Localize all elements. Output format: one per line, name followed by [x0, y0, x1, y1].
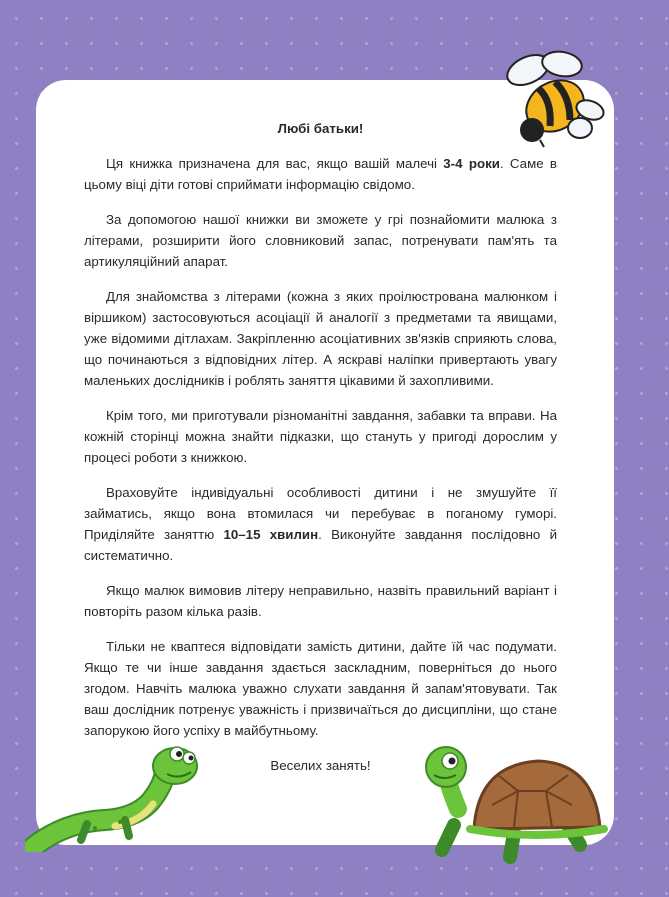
closing-line: Веселих занять! [270, 758, 371, 773]
age-highlight: 3-4 роки [443, 156, 500, 171]
letter-content [84, 118, 557, 790]
lizard-icon [25, 742, 205, 852]
turtle-icon [418, 745, 618, 865]
letter-title: Любі батьки! [277, 121, 364, 136]
bee-icon [500, 48, 610, 148]
paragraph-tasks: Крім того, ми приготували різноманітні завдання, забавки та вправи. На кожній сторінці можна знайти підказки, що стануть у пригоді дорослим у процесі роботи з книжкою. [84, 408, 557, 465]
paragraph-game: За допомогою нашої книжки ви зможете у грі познайомити малюка з літерами, розширити його словниковий запас, потренувати пам'ять та артикуляційний апарат. [84, 212, 557, 269]
paragraph-duration: Враховуйте індивідуальні особливості дитини і не змушуйте її займатись, якщо вона втомилася чи перебуває в поганому гуморі. Приділяйте заняттю 10–15 хвилин. Виконуйте завдання послідовно й систематично. [84, 485, 557, 563]
paragraph-age: Ця книжка призначена для вас, якщо вашій малечі 3-4 роки. Саме в цьому віці діти готові сприймати інформацію свідомо. [84, 156, 557, 192]
duration-highlight: 10–15 хвилин [223, 527, 319, 542]
paragraph-patience: Тільки не кваптеся відповідати замість дитини, дайте їй час подумати. Якщо те чи інше завдання здається заскладним, поверніться до нього згодом. Навчіть малюка уважно слухати завдання й запам'ятовувати. Так ваш дослідник потренує уважність і призвичаїться до дисципліни, що стане запорукою його успіху в майбутньому. [84, 639, 557, 738]
paragraph-letters: Для знайомства з літерами (кожна з яких проілюстрована малюнком і віршиком) застосовуються асоціації й аналогії з предметами та явищами, уже відомими дітлахам. Закріпленню асоціативних зв'язків сприяють слова, що починаються з відповідних літер. А яскраві наліпки привертають увагу маленьких дослідників і роблять заняття цікавими й захопливими. [84, 289, 557, 388]
paragraph-pronunciation: Якщо малюк вимовив літеру неправильно, назвіть правильний варіант і повторіть разом кілька разів. [84, 583, 557, 619]
